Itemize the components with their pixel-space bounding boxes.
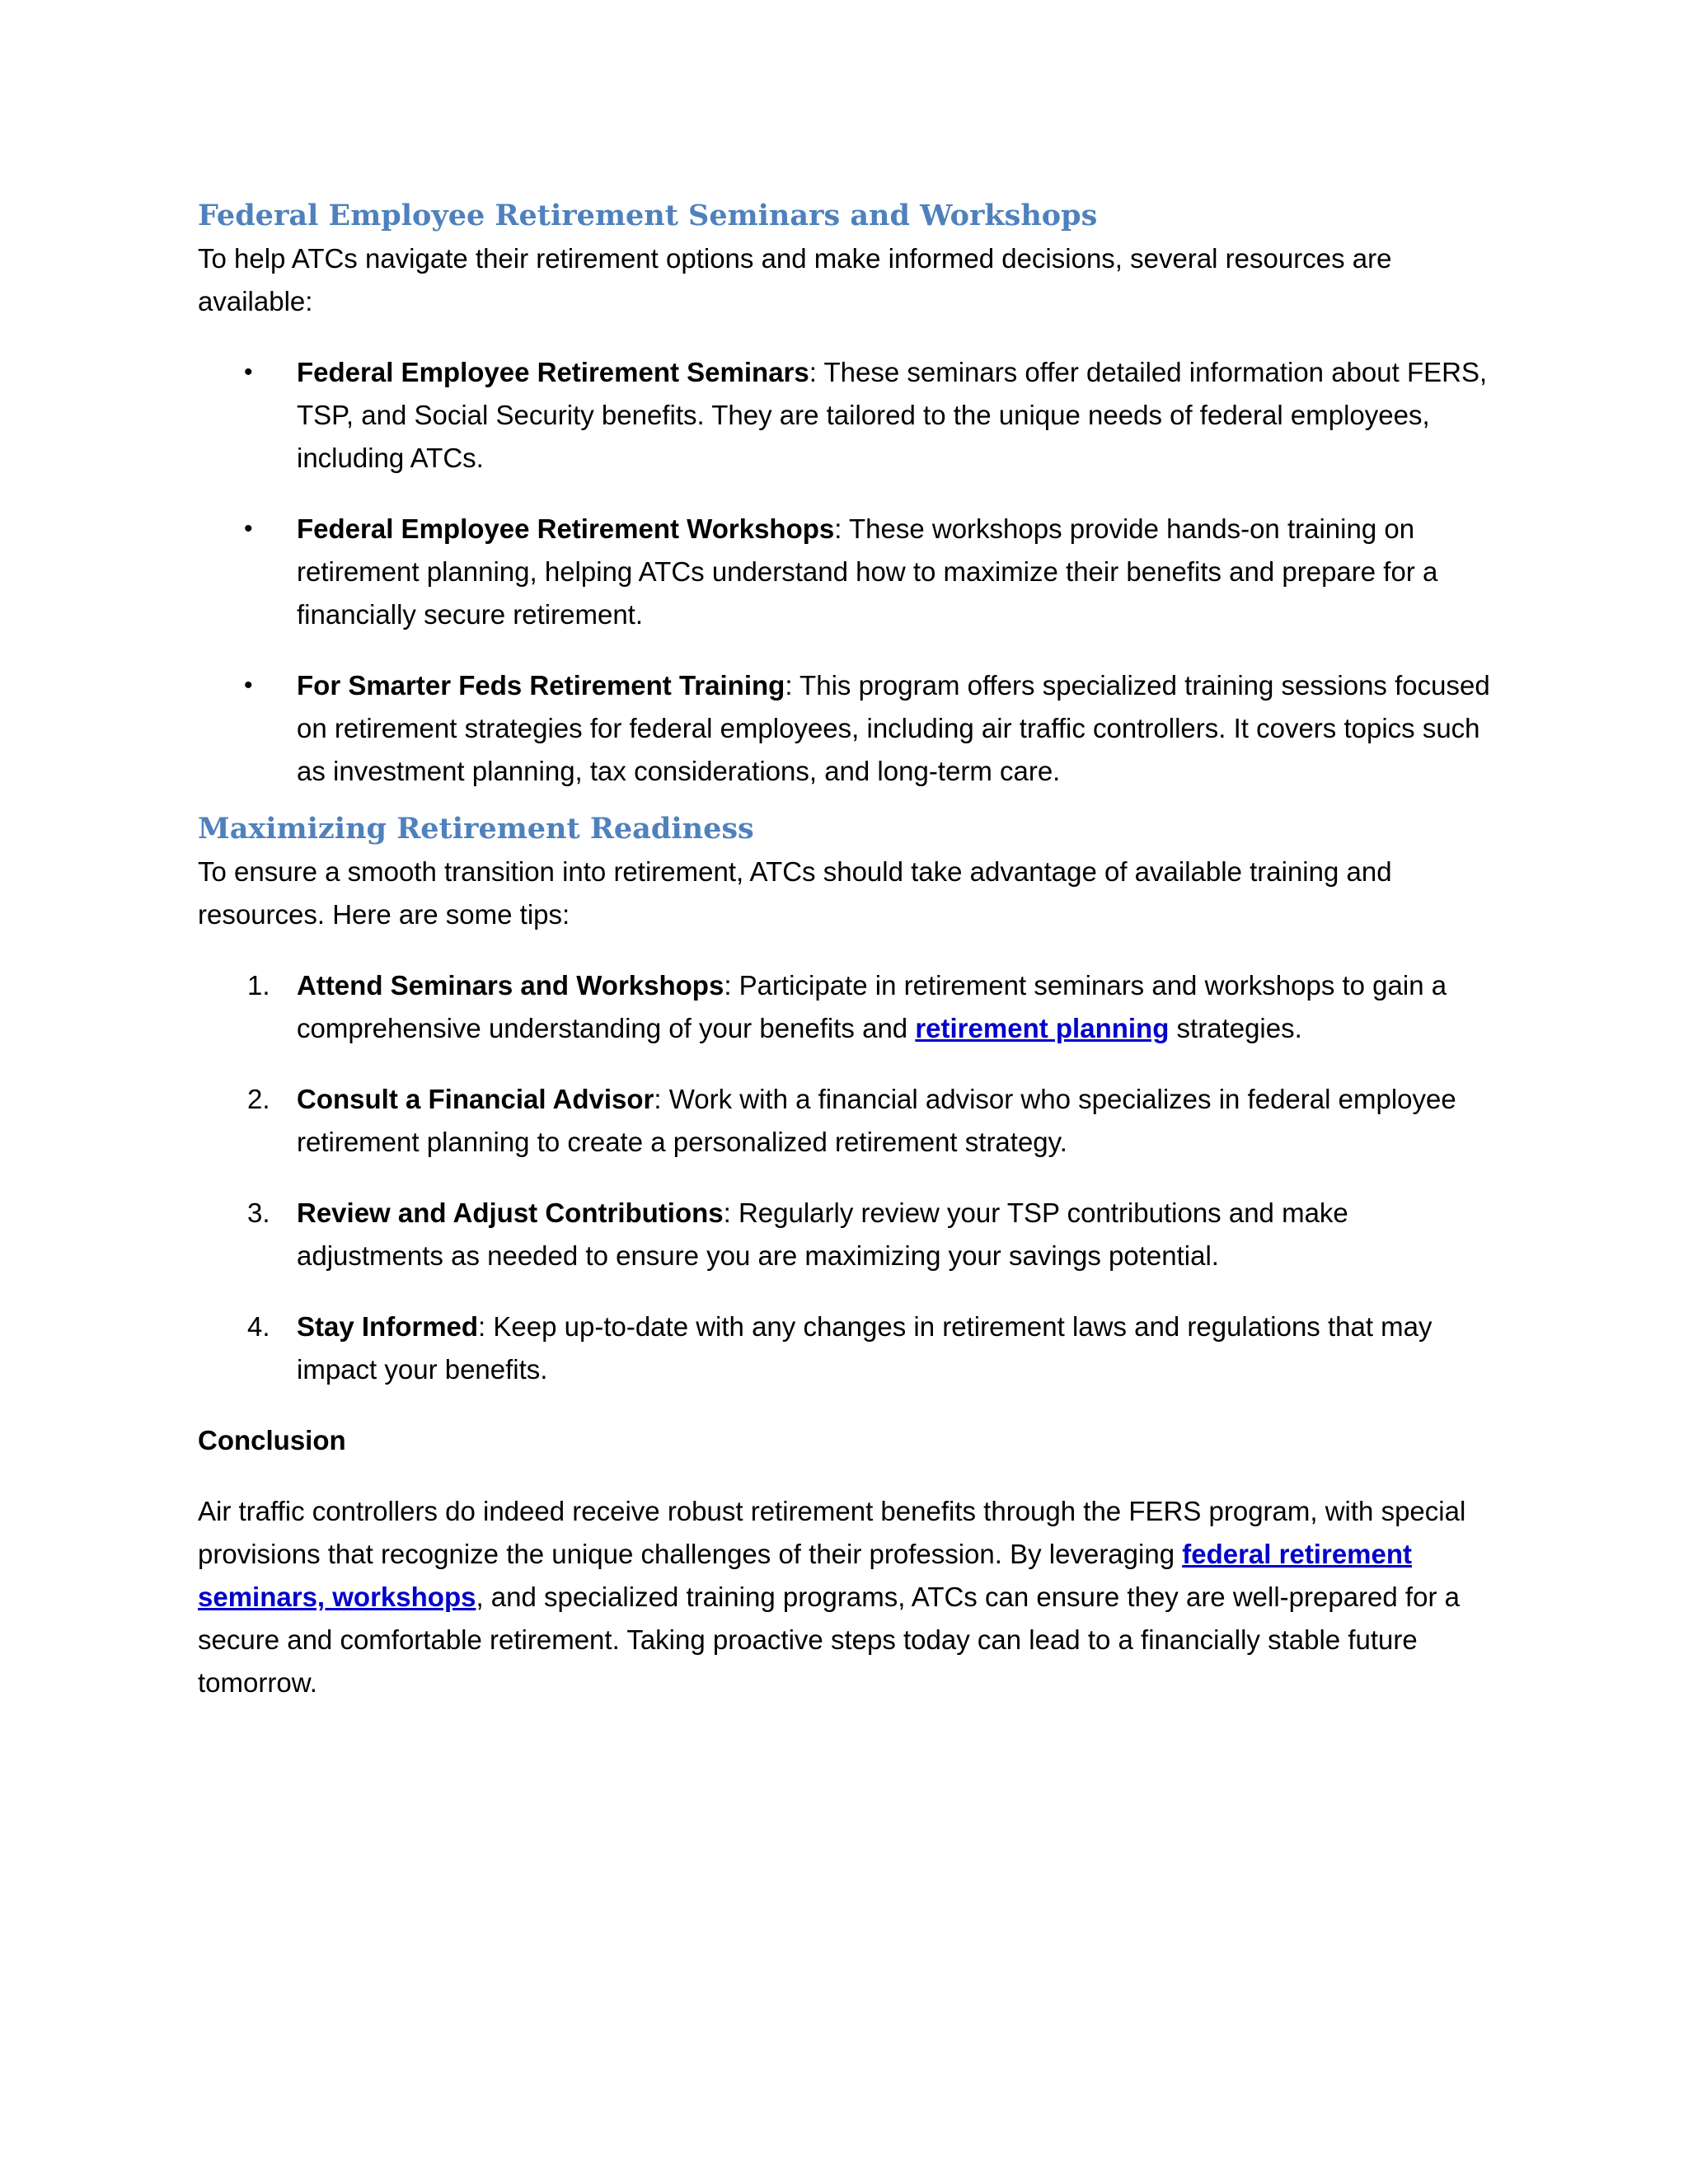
section-heading-readiness: Maximizing Retirement Readiness <box>198 812 754 846</box>
section-intro-readiness: To ensure a smooth transition into retirement, ATCs should take advantage of available training and resources. Here are some tips: <box>198 856 1392 930</box>
conclusion-heading-text: Conclusion <box>198 1425 346 1455</box>
list-item-title: Stay Informed <box>297 1311 479 1342</box>
list-item <box>198 964 1500 1050</box>
list-number: 2. <box>247 1084 270 1114</box>
list-item-text: : Participate in retirement seminars and workshops to gain a comprehensive understanding of your benefits and <box>297 970 1447 1043</box>
document-page <box>198 194 1500 1704</box>
list-item-text: : Keep up-to-date with any changes in retirement laws and regulations that may impact your benefits. <box>297 1311 1432 1385</box>
list-item <box>198 664 1500 793</box>
section-intro-seminars: To help ATCs navigate their retirement options and make informed decisions, several resources are available: <box>198 243 1392 316</box>
list-item <box>198 1192 1500 1277</box>
list-item-title: For Smarter Feds Retirement Training <box>297 670 785 701</box>
list-number: 1. <box>247 970 270 1001</box>
bullet-icon: • <box>244 515 253 542</box>
bullet-icon: • <box>244 672 253 699</box>
list-item-text: : Work with a financial advisor who specializes in federal employee retirement planning to create a personalized retirement strategy. <box>297 1084 1456 1157</box>
list-number: 4. <box>247 1311 270 1342</box>
tips-numbered-list <box>198 964 1500 1391</box>
list-item-text: : Regularly review your TSP contributions and make adjustments as needed to ensure you are maximizing your savings potential. <box>297 1197 1348 1271</box>
list-number: 3. <box>247 1197 270 1228</box>
list-item-title: Consult a Financial Advisor <box>297 1084 654 1114</box>
list-item-text: : This program offers specialized training sessions focused on retirement strategies for federal employees, including air traffic controllers. It covers topics such as investment planning, tax considerations, and long-term care. <box>297 670 1490 786</box>
list-item-title: Federal Employee Retirement Seminars <box>297 357 809 387</box>
conclusion-paragraph <box>198 1490 1500 1704</box>
resources-bullet-list <box>198 351 1500 793</box>
retirement-planning-link[interactable]: retirement planning <box>915 1013 1170 1043</box>
list-item <box>198 508 1500 636</box>
list-item <box>198 1305 1500 1391</box>
list-item-text: : These workshops provide hands-on training on retirement planning, helping ATCs understand how to maximize their benefits and prepare for a financially secure retirement. <box>297 513 1438 630</box>
list-item-text: : These seminars offer detailed information about FERS, TSP, and Social Security benefits. They are tailored to the unique needs of federal employees, including ATCs. <box>297 357 1488 473</box>
list-item <box>198 351 1500 480</box>
conclusion-text-after: , and specialized training programs, ATCs can ensure they are well-prepared for a secure and comfortable retirement. Taking proactive steps today can lead to a financially stable future tomorrow. <box>198 1582 1460 1698</box>
list-item-title: Federal Employee Retirement Workshops <box>297 513 835 544</box>
section-heading-seminars: Federal Employee Retirement Seminars and Workshops <box>198 199 1098 232</box>
list-item <box>198 1078 1500 1164</box>
list-item-title: Attend Seminars and Workshops <box>297 970 724 1001</box>
conclusion-heading <box>198 1419 1500 1462</box>
federal-retirement-seminars-link[interactable]: federal retirement seminars, workshops <box>198 1539 1413 1612</box>
bullet-icon: • <box>244 359 253 386</box>
list-item-text-after: strategies. <box>1169 1013 1302 1043</box>
conclusion-text-before: Air traffic controllers do indeed receive robust retirement benefits through the FERS program, with special provisions that recognize the unique challenges of their profession. By leveraging <box>198 1496 1466 1569</box>
list-item-title: Review and Adjust Contributions <box>297 1197 724 1228</box>
